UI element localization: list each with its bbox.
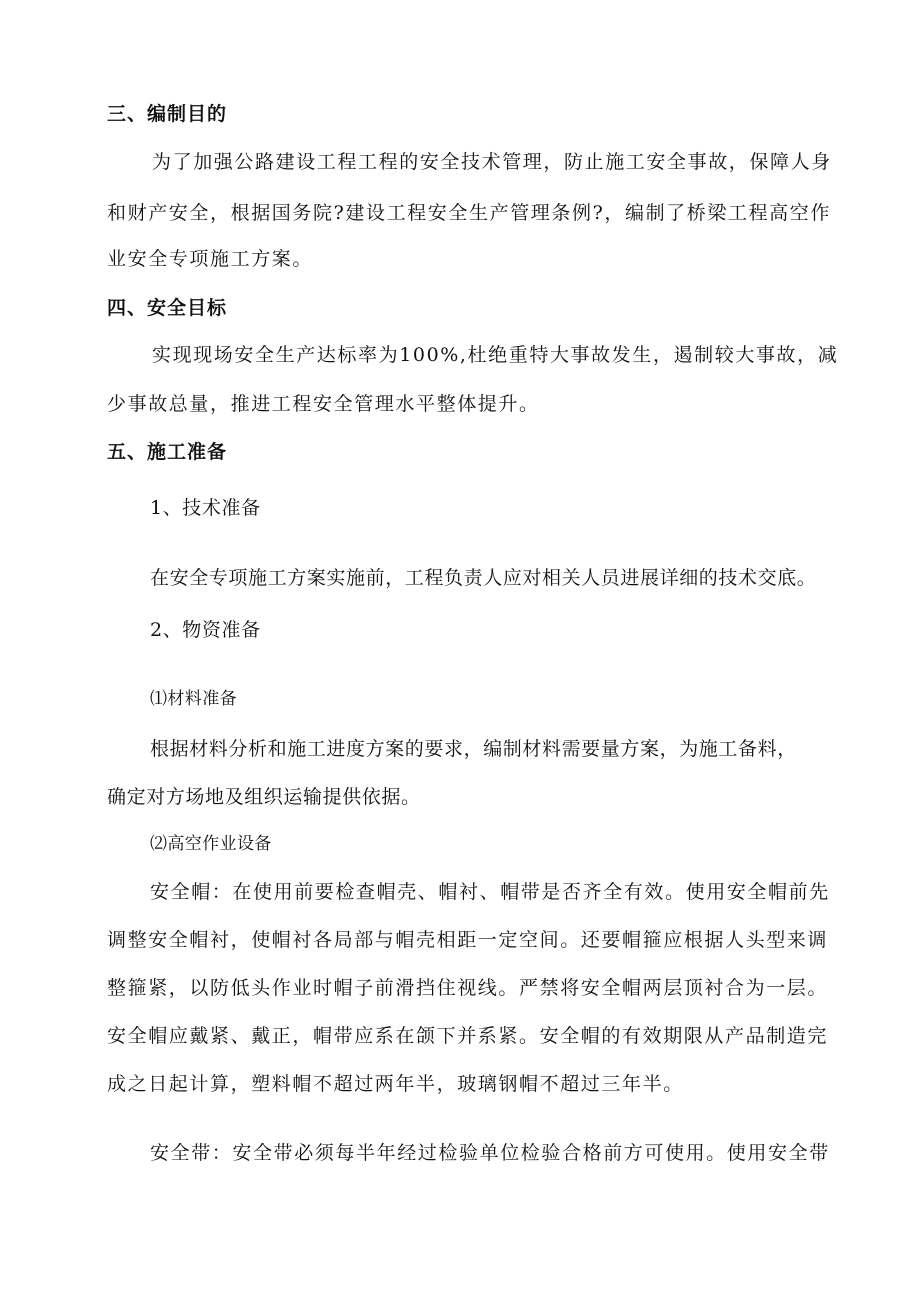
paragraph-line: 在安全专项施工方案实施前，工程负责人应对相关人员进展详细的技术交底。 (150, 567, 817, 589)
paragraph-line: 实现现场安全生产达标率为100%,杜绝重特大事故发生，遏制较大事故，减 (152, 344, 839, 366)
paragraph-line: 成之日起计算，塑料帽不超过两年半，玻璃钢帽不超过三年半。 (107, 1073, 684, 1095)
section-5-heading: 五、施工准备 (107, 441, 228, 463)
paragraph-line: 为了加强公路建设工程工程的安全技术管理，防止施工安全事故，保障人身 (152, 151, 832, 173)
paragraph-line: 和财产安全，根据国务院?建设工程安全生产管理条例?，编制了桥梁工程高空作 (107, 202, 831, 224)
paragraph-line: 整箍紧，以防低头作业时帽子前滑挡住视线。严禁将安全帽两层顶衬合为一层。 (107, 977, 829, 999)
section-3-heading: 三、编制目的 (107, 103, 228, 125)
paragraph-line: 根据材料分析和施工进度方案的要求，编制材料需要量方案，为施工备料， (150, 738, 797, 760)
paragraph-line: 确定对方场地及组织运输提供依据。 (107, 786, 421, 808)
subsection-title: 1、技术准备 (150, 497, 261, 519)
paragraph-line: 安全帽应戴紧、戴正，帽带应系在颌下并系紧。安全帽的有效期限从产品制造完 (107, 1025, 829, 1047)
paragraph-line: 少事故总量，推进工程安全管理水平整体提升。 (107, 393, 540, 415)
paragraph-line: 业安全专项施工方案。 (107, 248, 314, 270)
paragraph-line: 安全帽：在使用前要检查帽壳、帽衬、帽带是否齐全有效。使用安全帽前先 (150, 881, 830, 903)
paragraph-line: 安全带：安全带必须每半年经过检验单位检验合格前方可使用。使用安全带 (150, 1142, 830, 1164)
item-title: ⑵高空作业设备 (150, 834, 272, 854)
section-4-heading: 四、安全目标 (107, 297, 228, 319)
item-title: ⑴材料准备 (150, 689, 237, 709)
paragraph-line: 调整安全帽衬，使帽衬各局部与帽壳相距一定空间。还要帽箍应根据人头型来调 (107, 929, 829, 951)
subsection-title: 2、物资准备 (150, 619, 261, 641)
